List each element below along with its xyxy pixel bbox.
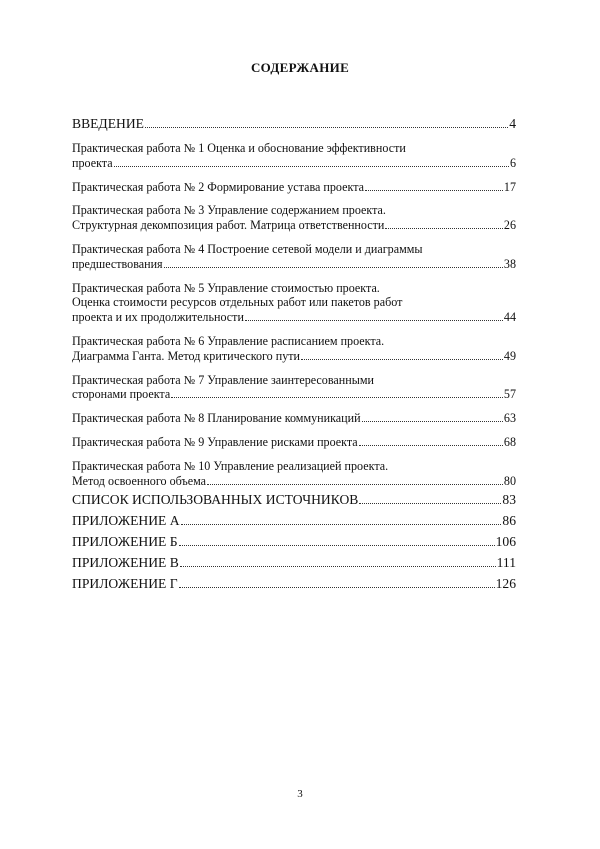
dot-leader — [164, 267, 503, 268]
toc-entry-page: 68 — [503, 434, 516, 449]
toc-entry[interactable] — [72, 203, 516, 233]
toc-entry[interactable] — [72, 141, 516, 171]
toc-entry[interactable] — [72, 513, 516, 529]
toc-entry[interactable] — [72, 281, 516, 325]
toc-entry-page: 83 — [502, 492, 516, 508]
toc-entry[interactable] — [72, 576, 516, 592]
toc-entry-title: Практическая работа № 8 Планирование коммуникаций — [72, 411, 361, 426]
dot-leader — [181, 524, 502, 525]
dot-leader — [359, 445, 503, 446]
dot-leader — [179, 545, 495, 546]
toc-entry-title: ПРИЛОЖЕНИЕ В — [72, 555, 179, 571]
toc-entry-page: 86 — [502, 513, 516, 529]
toc-entry-title: Практическая работа № 4 Построение сетевой модели и диаграммы — [72, 241, 423, 256]
dot-leader — [245, 320, 503, 321]
toc-entry-title: ПРИЛОЖЕНИЕ Г — [72, 576, 178, 592]
dot-leader — [365, 190, 503, 191]
toc-entry-title: СПИСОК ИСПОЛЬЗОВАННЫХ ИСТОЧНИКОВ — [72, 492, 359, 508]
toc-entry[interactable] — [72, 492, 516, 508]
dot-leader — [114, 166, 509, 167]
toc-entry-page: 49 — [503, 348, 516, 363]
toc-entry[interactable] — [72, 334, 516, 364]
toc-entry-title: Практическая работа № 10 Управление реализацией проекта. — [72, 458, 389, 473]
toc-entry-title: ВВЕДЕНИЕ — [72, 116, 144, 131]
toc-entry-page: 6 — [509, 155, 516, 170]
toc-entry-title: сторонами проекта — [72, 387, 171, 402]
toc-entry-page: 44 — [503, 310, 516, 325]
toc-entry-page: 63 — [503, 411, 516, 426]
toc-entry-page: 111 — [496, 555, 516, 571]
toc-entry[interactable] — [72, 411, 516, 426]
toc-entry-page: 17 — [503, 179, 516, 194]
toc-entry[interactable] — [72, 116, 516, 132]
toc-entry-title: Метод освоенного объема — [72, 473, 207, 488]
dot-leader — [145, 127, 508, 128]
toc-entry-title: Практическая работа № 9 Управление рисками проекта — [72, 434, 358, 449]
toc-entry-title: Оценка стоимости ресурсов отдельных работ или пакетов работ — [72, 295, 403, 310]
toc-entry-page: 80 — [503, 473, 516, 488]
toc-entry[interactable] — [72, 555, 516, 571]
toc-entry[interactable] — [72, 242, 516, 272]
page-number: 3 — [297, 788, 303, 800]
toc-entry-title: Практическая работа № 3 Управление содержанием проекта. — [72, 203, 386, 218]
dot-leader — [171, 397, 503, 398]
table-of-contents — [72, 116, 516, 592]
toc-entry-title: ПРИЛОЖЕНИЕ Б — [72, 534, 178, 550]
dot-leader — [180, 566, 496, 567]
toc-entry-title: ПРИЛОЖЕНИЕ А — [72, 513, 180, 529]
toc-entry[interactable] — [72, 534, 516, 550]
toc-entry-title: Практическая работа № 2 Формирование устава проекта — [72, 179, 364, 194]
dot-leader — [207, 484, 503, 485]
toc-entry-title: проекта и их продолжительности — [72, 310, 244, 325]
toc-entry-title: проекта — [72, 155, 113, 170]
toc-entry-page: 106 — [495, 534, 516, 550]
toc-entry[interactable] — [72, 435, 516, 450]
toc-entry-title: Практическая работа № 5 Управление стоимостью проекта. — [72, 280, 380, 295]
toc-entry-page: 26 — [503, 218, 516, 233]
dot-leader — [359, 503, 501, 504]
toc-entry-page: 57 — [503, 387, 516, 402]
toc-entry-page: 4 — [509, 116, 516, 131]
dot-leader — [179, 587, 495, 588]
toc-entry[interactable] — [72, 180, 516, 195]
toc-entry-page: 38 — [503, 256, 516, 271]
dot-leader — [301, 359, 503, 360]
toc-entry-title: Практическая работа № 6 Управление расписанием проекта. — [72, 333, 385, 348]
toc-entry-title: Диаграмма Ганта. Метод критического пути — [72, 348, 301, 363]
page-title: СОДЕРЖАНИЕ — [250, 60, 350, 75]
toc-entry-page: 126 — [495, 576, 516, 592]
toc-entry-title: Практическая работа № 1 Оценка и обоснование эффективности — [72, 141, 406, 155]
toc-entry-title: Практическая работа № 7 Управление заинтересованными — [72, 372, 374, 387]
toc-entry[interactable] — [72, 459, 516, 489]
toc-entry-title: предшествования — [72, 256, 163, 271]
toc-entry-title: Структурная декомпозиция работ. Матрица ответственности — [72, 218, 385, 233]
toc-entry[interactable] — [72, 373, 516, 403]
dot-leader — [362, 421, 503, 422]
dot-leader — [385, 228, 503, 229]
